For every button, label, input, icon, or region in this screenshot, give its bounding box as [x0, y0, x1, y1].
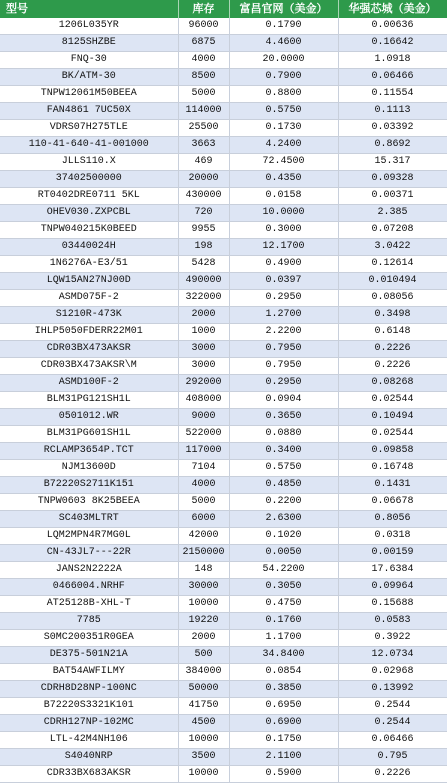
cell-model[interactable]: DE375-501N21A [0, 647, 178, 664]
cell-model[interactable]: LQW15AN27NJ00D [0, 273, 178, 290]
cell-hqchip-price[interactable]: 0.02968 [338, 664, 447, 681]
cell-hqchip-price[interactable]: 0.1431 [338, 477, 447, 494]
cell-hqchip-price[interactable]: 0.16748 [338, 460, 447, 477]
cell-stock[interactable]: 10000 [178, 732, 229, 749]
cell-stock[interactable]: 19220 [178, 613, 229, 630]
cell-future-price[interactable]: 2.2200 [229, 324, 338, 341]
cell-stock[interactable]: 1000 [178, 324, 229, 341]
cell-stock[interactable]: 96000 [178, 18, 229, 35]
table-row[interactable] [0, 545, 447, 562]
table-row[interactable] [0, 52, 447, 69]
cell-stock[interactable]: 117000 [178, 443, 229, 460]
cell-model[interactable]: BLM31PG121SH1L [0, 392, 178, 409]
cell-stock[interactable]: 10000 [178, 766, 229, 783]
cell-model[interactable]: S1210R-473K [0, 307, 178, 324]
cell-hqchip-price[interactable]: 0.09858 [338, 443, 447, 460]
table-row[interactable] [0, 273, 447, 290]
cell-model[interactable]: B72220S3321K101 [0, 698, 178, 715]
cell-hqchip-price[interactable]: 0.8692 [338, 137, 447, 154]
cell-model[interactable]: JANS2N2222A [0, 562, 178, 579]
cell-future-price[interactable]: 0.3650 [229, 409, 338, 426]
cell-hqchip-price[interactable]: 1.0918 [338, 52, 447, 69]
cell-future-price[interactable]: 20.0000 [229, 52, 338, 69]
cell-future-price[interactable]: 0.1790 [229, 18, 338, 35]
cell-hqchip-price[interactable]: 0.08268 [338, 375, 447, 392]
table-row[interactable] [0, 69, 447, 86]
table-row[interactable] [0, 698, 447, 715]
cell-model[interactable]: 1N6276A-E3/51 [0, 256, 178, 273]
table-row[interactable] [0, 358, 447, 375]
table-row[interactable] [0, 528, 447, 545]
table-row[interactable] [0, 460, 447, 477]
table-row[interactable] [0, 307, 447, 324]
cell-model[interactable]: CDRH127NP-102MC [0, 715, 178, 732]
cell-hqchip-price[interactable]: 0.00636 [338, 18, 447, 35]
table-row[interactable] [0, 579, 447, 596]
cell-future-price[interactable]: 0.2950 [229, 290, 338, 307]
cell-stock[interactable]: 3500 [178, 749, 229, 766]
cell-model[interactable]: CDR03BX473AKSR [0, 341, 178, 358]
cell-future-price[interactable]: 10.0000 [229, 205, 338, 222]
table-row[interactable] [0, 18, 447, 35]
cell-future-price[interactable]: 0.4350 [229, 171, 338, 188]
cell-hqchip-price[interactable]: 0.09964 [338, 579, 447, 596]
cell-model[interactable]: 03440024H [0, 239, 178, 256]
table-row[interactable] [0, 154, 447, 171]
cell-future-price[interactable]: 0.5900 [229, 766, 338, 783]
cell-model[interactable]: 37402500000 [0, 171, 178, 188]
cell-hqchip-price[interactable]: 0.13992 [338, 681, 447, 698]
cell-future-price[interactable]: 72.4500 [229, 154, 338, 171]
table-row[interactable] [0, 409, 447, 426]
cell-model[interactable]: AT25128B-XHL-T [0, 596, 178, 613]
cell-model[interactable]: BAT54AWFILMY [0, 664, 178, 681]
cell-model[interactable]: RCLAMP3654P.TCT [0, 443, 178, 460]
cell-stock[interactable]: 4000 [178, 477, 229, 494]
cell-stock[interactable]: 8500 [178, 69, 229, 86]
cell-future-price[interactable]: 0.0397 [229, 273, 338, 290]
cell-future-price[interactable]: 0.2200 [229, 494, 338, 511]
cell-future-price[interactable]: 0.0158 [229, 188, 338, 205]
cell-hqchip-price[interactable]: 0.16642 [338, 35, 447, 52]
cell-stock[interactable]: 4000 [178, 52, 229, 69]
header-future-price[interactable]: 富昌官网（美金） [229, 0, 338, 18]
cell-hqchip-price[interactable]: 0.02544 [338, 392, 447, 409]
cell-hqchip-price[interactable]: 0.2226 [338, 358, 447, 375]
cell-hqchip-price[interactable]: 0.0318 [338, 528, 447, 545]
cell-hqchip-price[interactable]: 0.11554 [338, 86, 447, 103]
cell-model[interactable]: FAN4861 7UC50X [0, 103, 178, 120]
cell-future-price[interactable]: 0.4750 [229, 596, 338, 613]
cell-hqchip-price[interactable]: 2.385 [338, 205, 447, 222]
cell-future-price[interactable]: 4.4600 [229, 35, 338, 52]
cell-stock[interactable]: 292000 [178, 375, 229, 392]
table-row[interactable] [0, 647, 447, 664]
cell-hqchip-price[interactable]: 0.00371 [338, 188, 447, 205]
cell-stock[interactable]: 2000 [178, 630, 229, 647]
cell-stock[interactable]: 4500 [178, 715, 229, 732]
cell-model[interactable]: IHLP5050FDERR22M01 [0, 324, 178, 341]
table-row[interactable] [0, 766, 447, 783]
cell-model[interactable]: S4040NRP [0, 749, 178, 766]
cell-stock[interactable]: 2000 [178, 307, 229, 324]
cell-hqchip-price[interactable]: 0.09328 [338, 171, 447, 188]
cell-stock[interactable]: 490000 [178, 273, 229, 290]
cell-hqchip-price[interactable]: 0.15688 [338, 596, 447, 613]
cell-hqchip-price[interactable]: 0.07208 [338, 222, 447, 239]
cell-model[interactable]: VDRS07H275TLE [0, 120, 178, 137]
table-row[interactable] [0, 375, 447, 392]
cell-model[interactable]: LQM2MPN4R7MG0L [0, 528, 178, 545]
cell-future-price[interactable]: 0.1730 [229, 120, 338, 137]
table-row[interactable] [0, 426, 447, 443]
cell-hqchip-price[interactable]: 0.010494 [338, 273, 447, 290]
cell-stock[interactable]: 114000 [178, 103, 229, 120]
table-body [0, 18, 447, 783]
header-model[interactable]: 型号 [0, 0, 178, 18]
cell-future-price[interactable]: 0.4900 [229, 256, 338, 273]
cell-model[interactable]: JLLS110.X [0, 154, 178, 171]
table-row[interactable] [0, 324, 447, 341]
cell-future-price[interactable]: 0.6950 [229, 698, 338, 715]
cell-hqchip-price[interactable]: 0.10494 [338, 409, 447, 426]
cell-model[interactable]: CDRH8D28NP-100NC [0, 681, 178, 698]
cell-stock[interactable]: 2150000 [178, 545, 229, 562]
cell-stock[interactable]: 25500 [178, 120, 229, 137]
table-row[interactable] [0, 392, 447, 409]
cell-future-price[interactable]: 0.1020 [229, 528, 338, 545]
cell-future-price[interactable]: 0.7950 [229, 341, 338, 358]
table-row[interactable] [0, 239, 447, 256]
cell-hqchip-price[interactable]: 3.0422 [338, 239, 447, 256]
table-row[interactable] [0, 256, 447, 273]
table-row[interactable] [0, 171, 447, 188]
cell-model[interactable]: TNPW12061M50BEEA [0, 86, 178, 103]
cell-model[interactable]: 0501012.WR [0, 409, 178, 426]
table-row[interactable] [0, 681, 447, 698]
table-row[interactable] [0, 715, 447, 732]
table-row[interactable] [0, 494, 447, 511]
cell-hqchip-price[interactable]: 0.00159 [338, 545, 447, 562]
cell-model[interactable]: CN-43JL7---22R [0, 545, 178, 562]
table-row[interactable] [0, 613, 447, 630]
cell-stock[interactable]: 384000 [178, 664, 229, 681]
cell-future-price[interactable]: 34.8400 [229, 647, 338, 664]
cell-future-price[interactable]: 54.2200 [229, 562, 338, 579]
cell-hqchip-price[interactable]: 0.06678 [338, 494, 447, 511]
cell-future-price[interactable]: 1.2700 [229, 307, 338, 324]
table-row[interactable] [0, 290, 447, 307]
cell-model[interactable]: BK/ATM-30 [0, 69, 178, 86]
cell-future-price[interactable]: 0.7900 [229, 69, 338, 86]
cell-future-price[interactable]: 0.7950 [229, 358, 338, 375]
cell-model[interactable]: RT0402DRE0711 5KL [0, 188, 178, 205]
cell-future-price[interactable]: 0.2950 [229, 375, 338, 392]
table-row[interactable] [0, 35, 447, 52]
cell-stock[interactable]: 408000 [178, 392, 229, 409]
cell-stock[interactable]: 6000 [178, 511, 229, 528]
cell-stock[interactable]: 5428 [178, 256, 229, 273]
cell-hqchip-price[interactable]: 17.6384 [338, 562, 447, 579]
cell-future-price[interactable]: 0.8800 [229, 86, 338, 103]
cell-model[interactable]: SC403MLTRT [0, 511, 178, 528]
cell-hqchip-price[interactable]: 15.317 [338, 154, 447, 171]
cell-hqchip-price[interactable]: 0.3922 [338, 630, 447, 647]
table-row[interactable] [0, 596, 447, 613]
cell-future-price[interactable]: 0.1750 [229, 732, 338, 749]
header-stock[interactable]: 库存 [178, 0, 229, 18]
cell-stock[interactable]: 3000 [178, 341, 229, 358]
table-row[interactable] [0, 103, 447, 120]
cell-model[interactable]: OHEV030.ZXPCBL [0, 205, 178, 222]
cell-hqchip-price[interactable]: 0.08056 [338, 290, 447, 307]
cell-future-price[interactable]: 0.0050 [229, 545, 338, 562]
cell-future-price[interactable]: 0.5750 [229, 103, 338, 120]
table-row[interactable] [0, 511, 447, 528]
cell-model[interactable]: LTL-42M4NH106 [0, 732, 178, 749]
cell-stock[interactable]: 9955 [178, 222, 229, 239]
table-header [0, 0, 447, 18]
cell-model[interactable]: 8125SHZBE [0, 35, 178, 52]
header-hqchip-price[interactable]: 华强芯城（美金） [338, 0, 447, 18]
cell-stock[interactable]: 6875 [178, 35, 229, 52]
cell-stock[interactable]: 5000 [178, 86, 229, 103]
cell-stock[interactable]: 3663 [178, 137, 229, 154]
cell-stock[interactable]: 50000 [178, 681, 229, 698]
cell-stock[interactable]: 9000 [178, 409, 229, 426]
cell-future-price[interactable]: 0.6900 [229, 715, 338, 732]
cell-model[interactable]: NJM13600D [0, 460, 178, 477]
cell-model[interactable]: 1206L035YR [0, 18, 178, 35]
table-row[interactable] [0, 749, 447, 766]
cell-future-price[interactable]: 0.3850 [229, 681, 338, 698]
cell-future-price[interactable]: 0.3400 [229, 443, 338, 460]
table-row[interactable] [0, 188, 447, 205]
cell-model[interactable]: BLM31PG601SH1L [0, 426, 178, 443]
cell-future-price[interactable]: 1.1700 [229, 630, 338, 647]
cell-model[interactable]: S0MC200351R0GEA [0, 630, 178, 647]
cell-future-price[interactable]: 0.3000 [229, 222, 338, 239]
cell-model[interactable]: TNPW040215K0BEED [0, 222, 178, 239]
cell-model[interactable]: 0466004.NRHF [0, 579, 178, 596]
cell-future-price[interactable]: 2.1100 [229, 749, 338, 766]
cell-hqchip-price[interactable]: 0.0583 [338, 613, 447, 630]
cell-future-price[interactable]: 0.0904 [229, 392, 338, 409]
cell-future-price[interactable]: 12.1700 [229, 239, 338, 256]
cell-future-price[interactable]: 4.2400 [229, 137, 338, 154]
cell-stock[interactable]: 7104 [178, 460, 229, 477]
cell-hqchip-price[interactable]: 0.795 [338, 749, 447, 766]
cell-future-price[interactable]: 0.0880 [229, 426, 338, 443]
cell-stock[interactable]: 469 [178, 154, 229, 171]
table-row[interactable] [0, 120, 447, 137]
cell-future-price[interactable]: 0.0854 [229, 664, 338, 681]
cell-stock[interactable]: 5000 [178, 494, 229, 511]
table-row[interactable] [0, 205, 447, 222]
cell-hqchip-price[interactable]: 0.2544 [338, 715, 447, 732]
cell-hqchip-price[interactable]: 0.06466 [338, 732, 447, 749]
cell-hqchip-price[interactable]: 0.2226 [338, 341, 447, 358]
cell-hqchip-price[interactable]: 0.02544 [338, 426, 447, 443]
cell-stock[interactable]: 20000 [178, 171, 229, 188]
cell-hqchip-price[interactable]: 0.6148 [338, 324, 447, 341]
cell-stock[interactable]: 500 [178, 647, 229, 664]
table-row[interactable] [0, 341, 447, 358]
cell-stock[interactable]: 198 [178, 239, 229, 256]
cell-hqchip-price[interactable]: 0.12614 [338, 256, 447, 273]
cell-hqchip-price[interactable]: 0.2544 [338, 698, 447, 715]
cell-stock[interactable]: 148 [178, 562, 229, 579]
cell-stock[interactable]: 3000 [178, 358, 229, 375]
cell-stock[interactable]: 430000 [178, 188, 229, 205]
cell-stock[interactable]: 30000 [178, 579, 229, 596]
cell-future-price[interactable]: 0.5750 [229, 460, 338, 477]
cell-model[interactable]: CDR33BX683AKSR [0, 766, 178, 783]
table-row[interactable] [0, 443, 447, 460]
cell-future-price[interactable]: 0.1760 [229, 613, 338, 630]
cell-hqchip-price[interactable]: 12.0734 [338, 647, 447, 664]
cell-hqchip-price[interactable]: 0.8056 [338, 511, 447, 528]
cell-model[interactable]: TNPW0603 8K25BEEA [0, 494, 178, 511]
table-row[interactable] [0, 732, 447, 749]
cell-stock[interactable]: 41750 [178, 698, 229, 715]
cell-hqchip-price[interactable]: 0.06466 [338, 69, 447, 86]
cell-model[interactable]: ASMD075F-2 [0, 290, 178, 307]
cell-model[interactable]: FNQ-30 [0, 52, 178, 69]
cell-future-price[interactable]: 2.6300 [229, 511, 338, 528]
cell-hqchip-price[interactable]: 0.03392 [338, 120, 447, 137]
cell-future-price[interactable]: 0.3050 [229, 579, 338, 596]
cell-stock[interactable]: 42000 [178, 528, 229, 545]
table-row[interactable] [0, 630, 447, 647]
table-row[interactable] [0, 477, 447, 494]
cell-stock[interactable]: 10000 [178, 596, 229, 613]
cell-future-price[interactable]: 0.4850 [229, 477, 338, 494]
cell-stock[interactable]: 522000 [178, 426, 229, 443]
cell-hqchip-price[interactable]: 0.3498 [338, 307, 447, 324]
cell-model[interactable]: 110-41-640-41-001000 [0, 137, 178, 154]
cell-hqchip-price[interactable]: 0.1113 [338, 103, 447, 120]
table-row[interactable] [0, 562, 447, 579]
cell-model[interactable]: CDR03BX473AKSR\M [0, 358, 178, 375]
cell-model[interactable]: B72220S2711K151 [0, 477, 178, 494]
cell-stock[interactable]: 720 [178, 205, 229, 222]
cell-stock[interactable]: 322000 [178, 290, 229, 307]
table-row[interactable] [0, 86, 447, 103]
table-row[interactable] [0, 222, 447, 239]
table-row[interactable] [0, 664, 447, 681]
table-row[interactable] [0, 137, 447, 154]
cell-model[interactable]: ASMD100F-2 [0, 375, 178, 392]
cell-hqchip-price[interactable]: 0.2226 [338, 766, 447, 783]
cell-model[interactable]: 7785 [0, 613, 178, 630]
